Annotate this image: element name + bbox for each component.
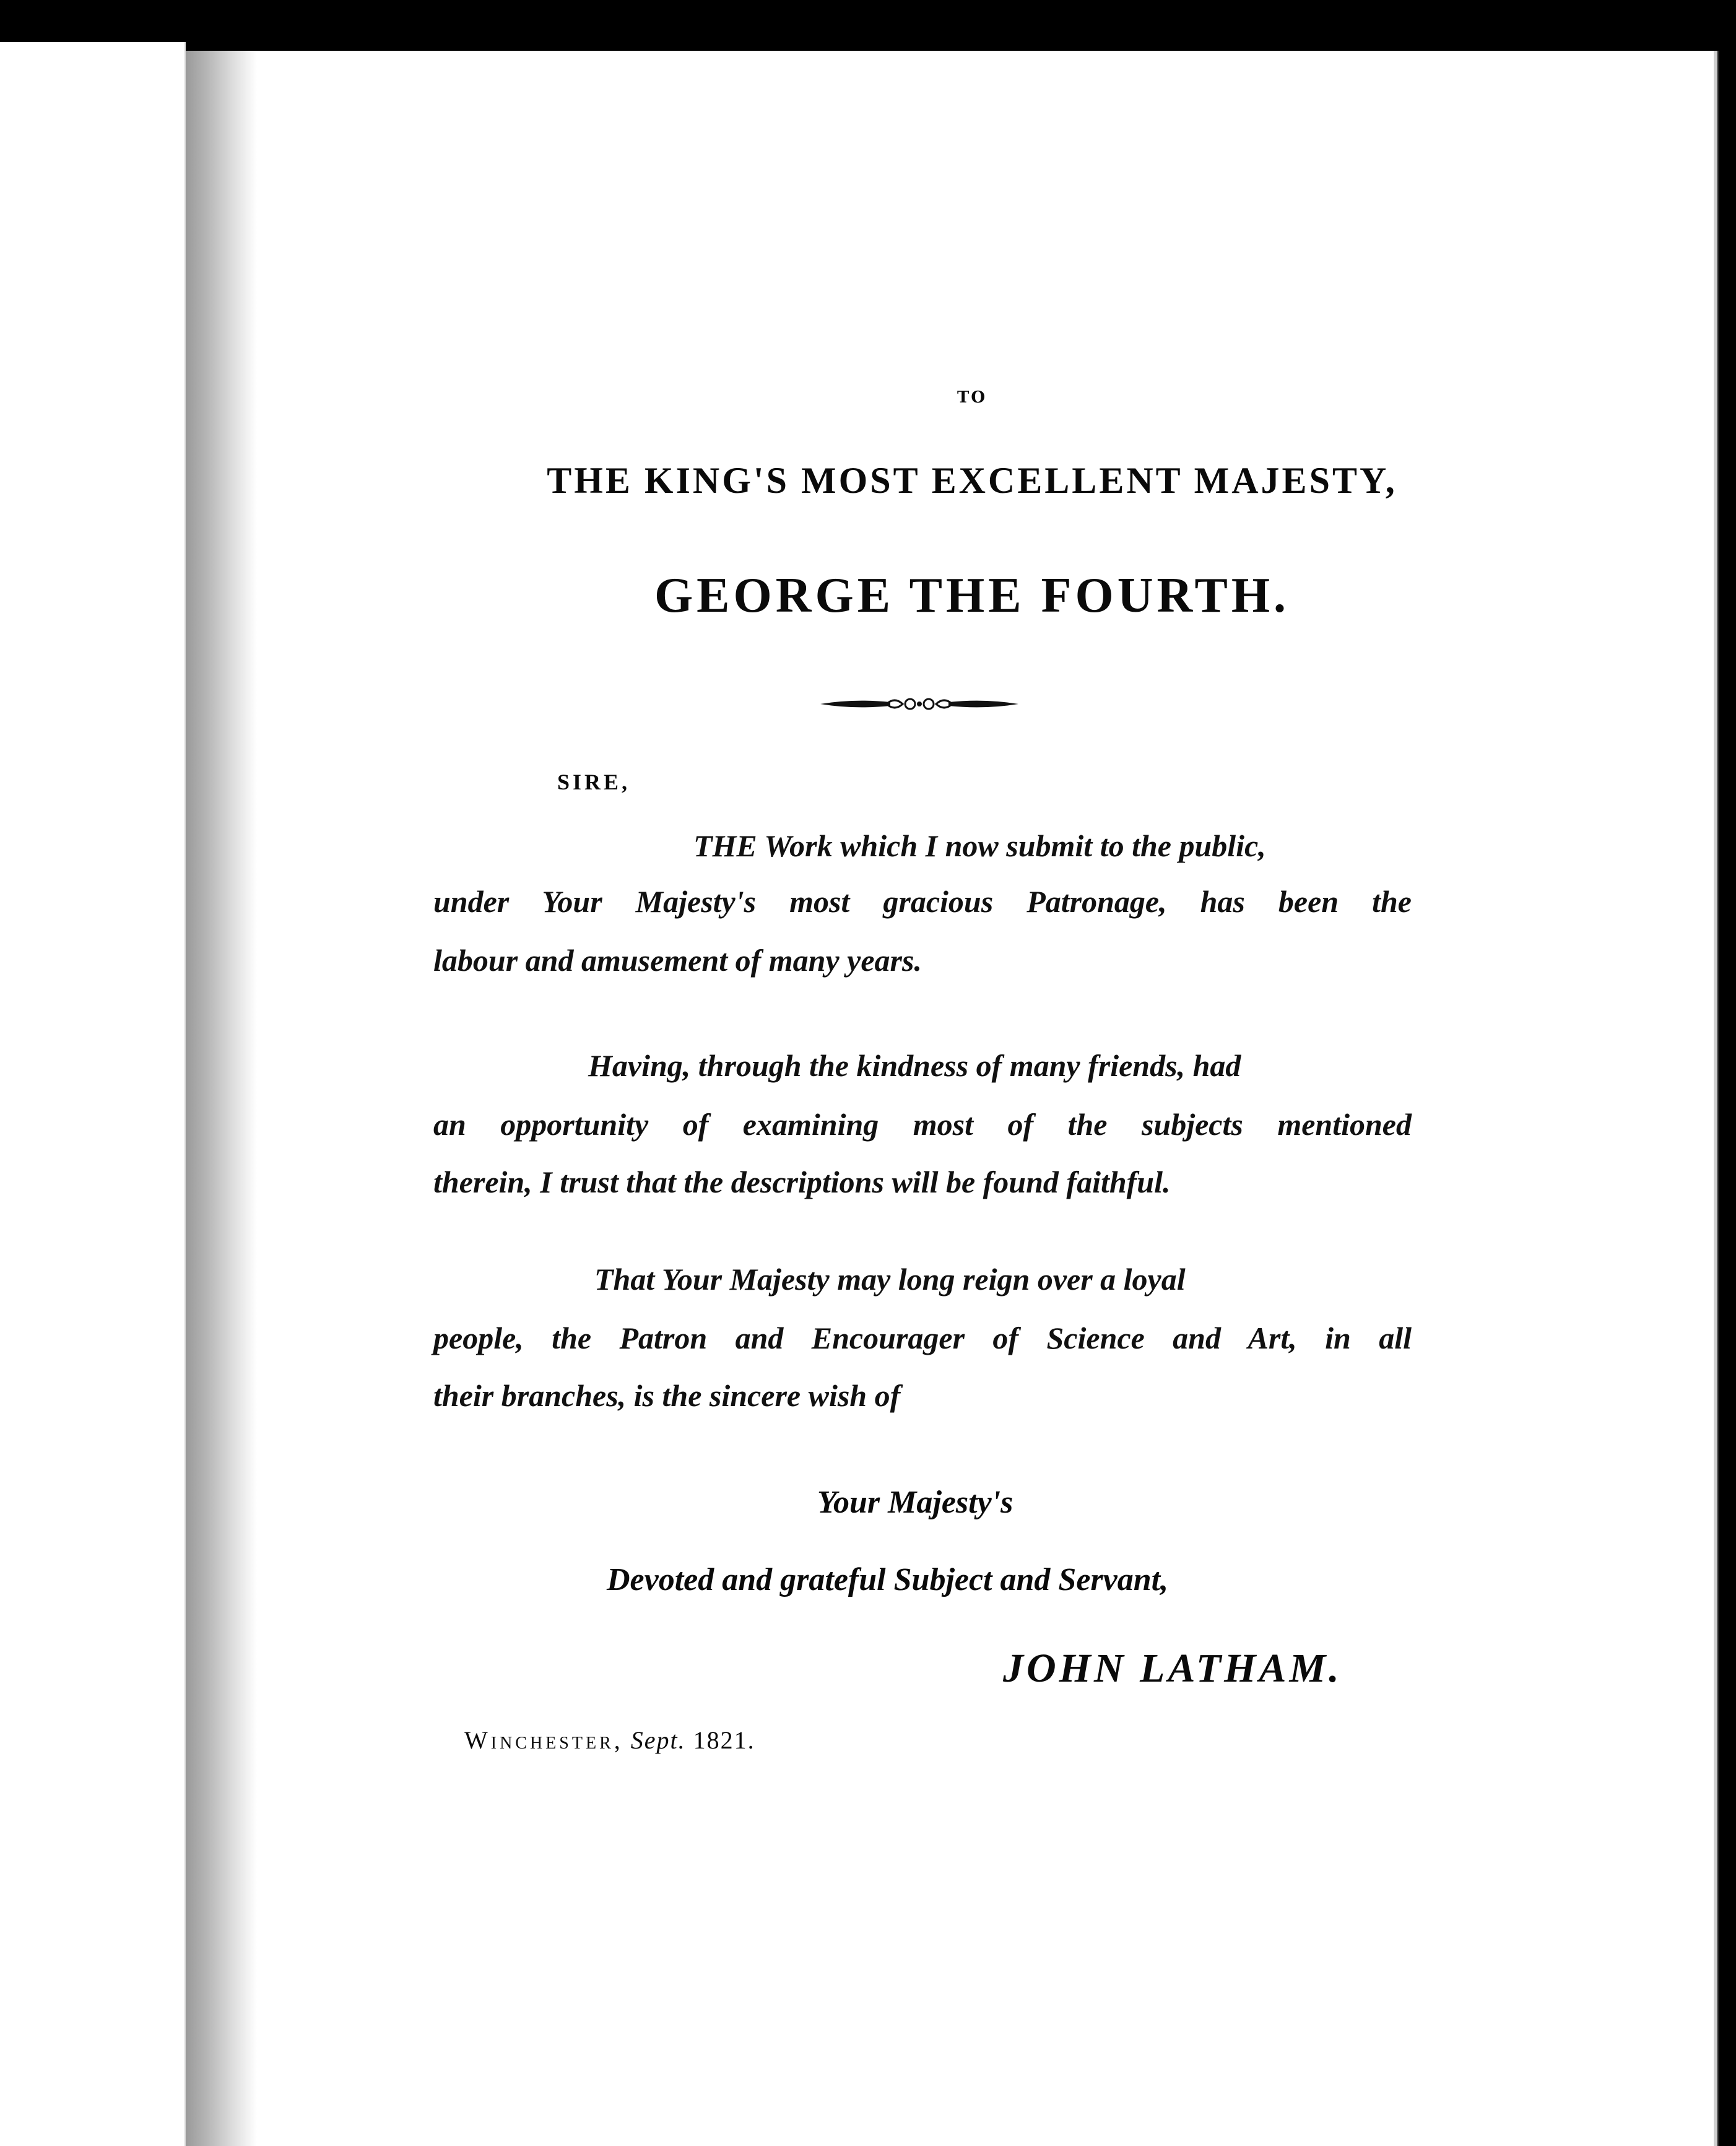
paragraph-2-line-2: an opportunity of examining most of the subjects mentioned: [433, 1107, 1412, 1142]
place: Winchester,: [464, 1726, 623, 1754]
month: Sept.: [630, 1726, 686, 1754]
paragraph-1-line-3: labour and amusement of many years.: [433, 943, 922, 978]
to-label: TO: [957, 388, 987, 407]
paragraph-1-line-1: THE Work which I now submit to the public,: [693, 828, 1266, 863]
paragraph-3-line-3: their branches, is the sincere wish of: [433, 1378, 901, 1413]
place-date: [464, 1726, 755, 1755]
ornament-divider-icon: [817, 689, 1022, 719]
paragraph-1-line-2: under Your Majesty's most gracious Patronage, has been the: [433, 884, 1412, 919]
page-edge: [1714, 51, 1717, 2146]
address-line: THE KING'S MOST EXCELLENT MAJESTY,: [547, 460, 1397, 501]
paragraph-2-line-3: therein, I trust that the descriptions will be found faithful.: [433, 1165, 1171, 1199]
signature: JOHN LATHAM.: [1003, 1646, 1342, 1691]
salutation: SIRE,: [557, 770, 631, 794]
gutter-shadow: [186, 51, 257, 2146]
dedication-page: [186, 51, 1719, 2146]
previous-page: [0, 42, 186, 2146]
closing-line-1: Your Majesty's: [817, 1485, 1013, 1520]
king-name: GEORGE THE FOURTH.: [654, 568, 1290, 623]
paragraph-3-line-1: That Your Majesty may long reign over a loyal: [594, 1262, 1186, 1297]
paragraph-2-line-1: Having, through the kindness of many friends, had: [588, 1048, 1241, 1083]
paragraph-3-line-2: people, the Patron and Encourager of Science and Art, in all: [433, 1321, 1412, 1355]
year: 1821.: [693, 1726, 755, 1754]
closing-line-2: Devoted and grateful Subject and Servant,: [607, 1562, 1169, 1597]
